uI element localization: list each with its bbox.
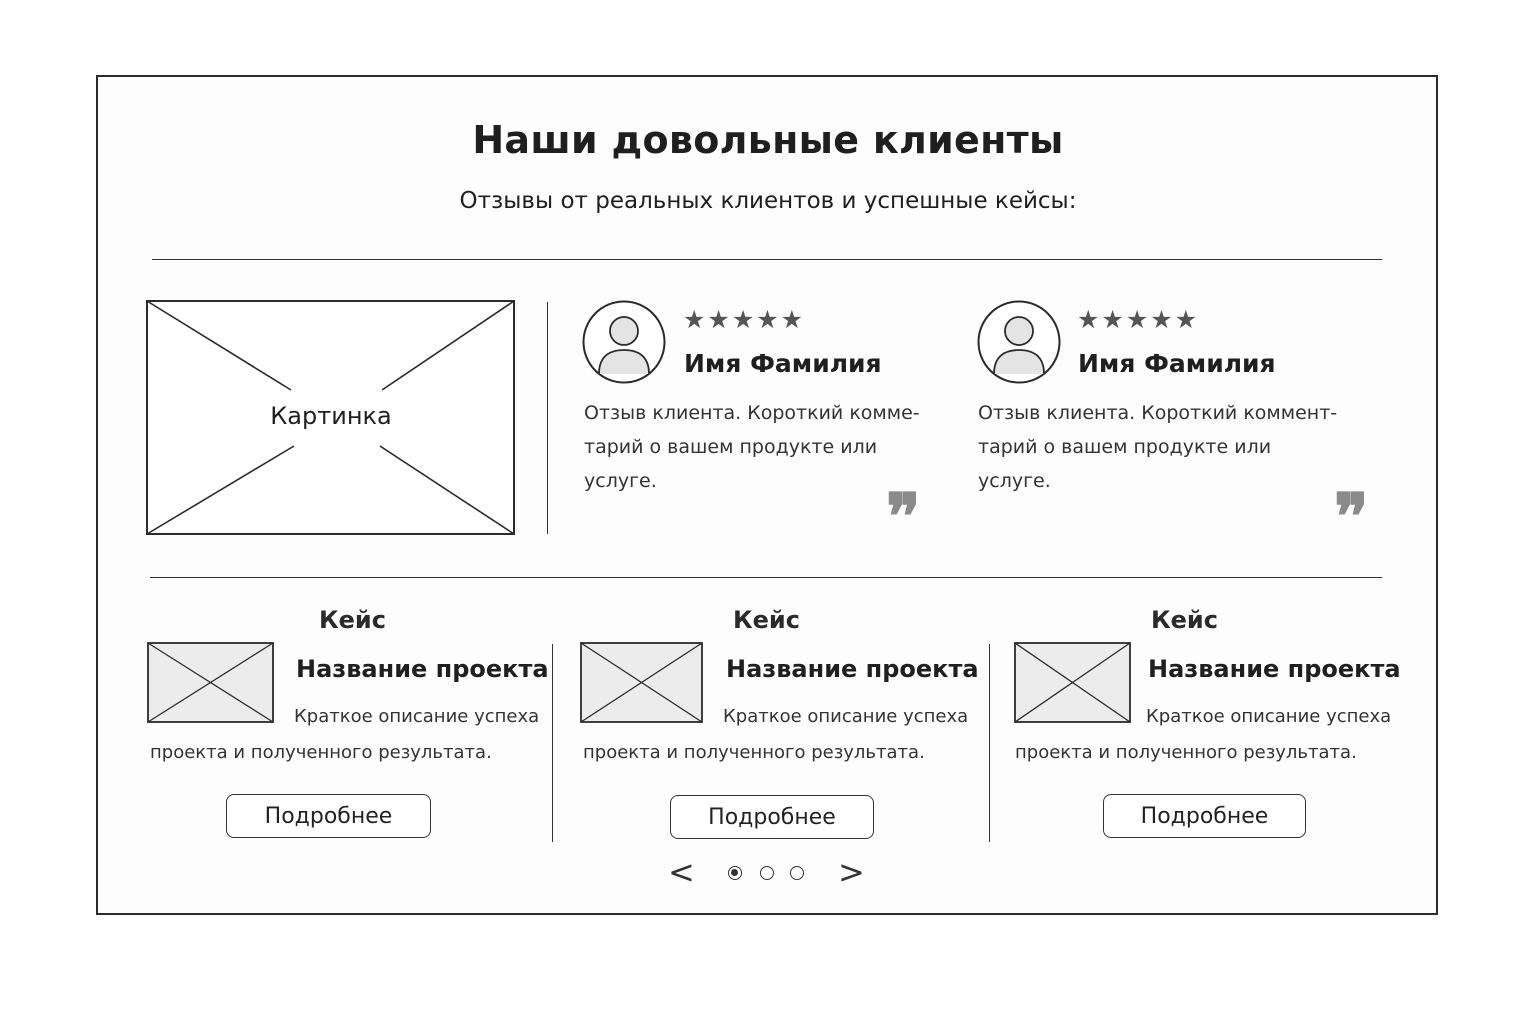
image-placeholder-icon [147,642,275,724]
pager-dot-1[interactable] [728,866,742,880]
divider-middle [150,577,1382,578]
case-description: проекта и полученного результата. [583,742,925,763]
case-description: проекта и полученного результата. [1015,742,1357,763]
review-line: тарий о вашем продукте или [978,436,1272,458]
client-name: Имя Фамилия [1078,349,1276,378]
pager-dot-2[interactable] [760,866,774,880]
divider-top [152,259,1382,260]
review-text [978,396,1337,498]
case-description: Краткое описание успеха [723,706,969,727]
client-name: Имя Фамилия [684,349,882,378]
avatar-icon [582,300,666,384]
case-description: проекта и полученного результата. [150,742,492,763]
divider-case-2 [989,644,990,842]
case-title: Название проекта [296,655,549,683]
feature-image-placeholder [146,300,516,536]
next-arrow-icon[interactable]: > [838,853,865,891]
quote-icon: ❞ [886,480,921,555]
review-line: Отзыв клиента. Короткий коммент- [978,402,1338,424]
review-line: Отзыв клиента. Короткий комме- [584,402,920,424]
prev-arrow-icon[interactable]: < [668,853,695,891]
pager-dot-3[interactable] [790,866,804,880]
divider-case-1 [552,644,553,842]
review-line: тарий о вашем продукте или [584,436,878,458]
review-line: услуге. [584,470,657,492]
divider-vertical-top [547,302,548,534]
review-text [584,396,920,498]
case-description: Краткое описание успеха [1146,706,1392,727]
avatar-icon [977,300,1061,384]
case-kicker: Кейс [1151,606,1218,634]
image-placeholder-icon [1014,642,1132,724]
case-title: Название проекта [1148,655,1401,683]
quote-icon: ❞ [1334,480,1369,555]
more-button[interactable]: Подробнее [1103,794,1306,838]
case-title: Название проекта [726,655,979,683]
section-subtitle: Отзывы от реальных клиентов и успешные кейсы: [459,188,1077,214]
feature-image-label: Картинка [270,402,392,430]
case-description: Краткое описание успеха [294,706,540,727]
more-button[interactable]: Подробнее [670,795,874,839]
section-title: Наши довольные клиенты [472,118,1064,162]
review-line: услуге. [978,470,1051,492]
image-placeholder-icon [580,642,704,724]
rating-stars: ★★★★★ [683,305,806,334]
more-button[interactable]: Подробнее [226,794,431,838]
rating-stars: ★★★★★ [1077,305,1200,334]
case-kicker: Кейс [319,606,386,634]
case-kicker: Кейс [733,606,800,634]
